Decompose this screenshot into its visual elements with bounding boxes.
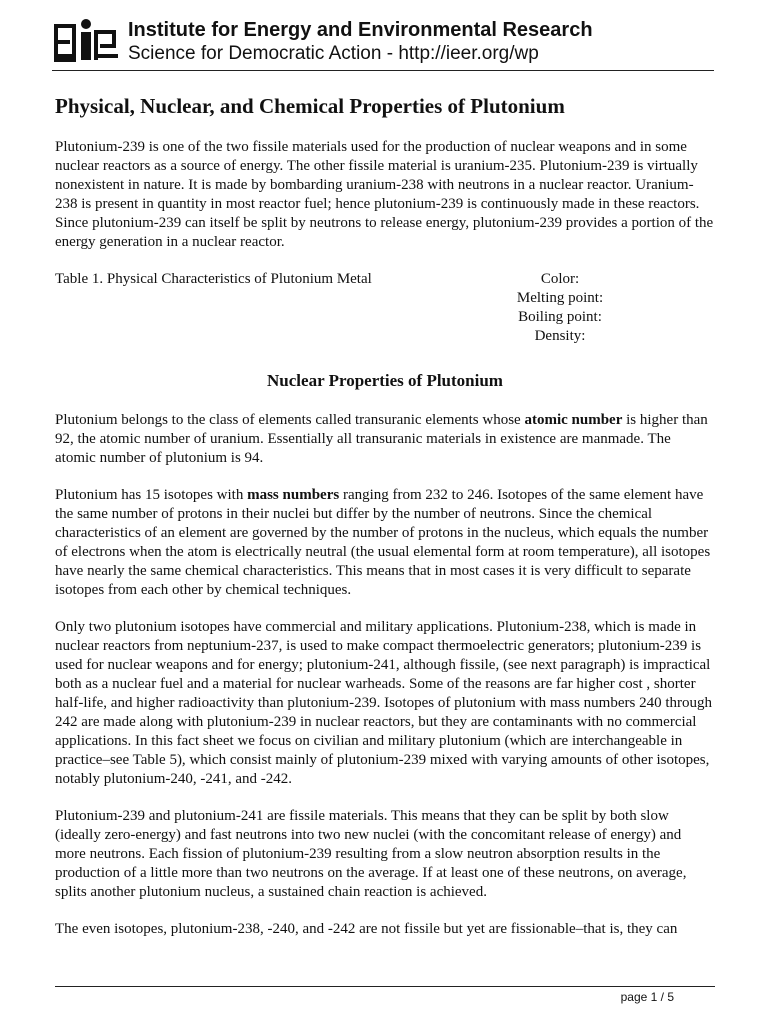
document-header <box>52 16 714 71</box>
table-1-fields <box>475 270 645 346</box>
paragraph-isotopes <box>55 486 715 600</box>
term-atomic-number: atomic number <box>524 412 623 428</box>
paragraph-text: Plutonium belongs to the class of elements called transuranic elements whose <box>55 412 525 428</box>
intro-paragraph: Plutonium-239 is one of the two fissile materials used for the production of nuclear weapons and in some nuclear reactors as a source of energy. The other fissile material is uranium-235. Plutonium-239 is virtually nonexistent in nature. It is made by bombarding uranium-238 with neutrons in a nuclear reactor. Uranium-238 is present in quantity in most reactor fuel; hence plutonium-239 is continuously made in these reactors. Since plutonium-239 can itself be split by neutrons to release energy, plutonium-239 provides a portion of the energy generation in a nuclear reactor. <box>55 139 714 250</box>
ieer-logo-icon <box>54 18 120 64</box>
paragraph-fissile-materials: Plutonium-239 and plutonium-241 are fissile materials. This means that they can be split by both slow (ideally zero-energy) and fast neutrons into two new nuclei (with the concomitant release of energy) and more neutrons. Each fission of plutonium-239 resulting from a slow neutron absorption results in the production of a little more than two neutrons on the average. If at least one of these neutrons, on average, splits another plutonium nucleus, a sustained chain reaction is achieved. <box>55 808 687 900</box>
page-number: page 1 / 5 <box>620 990 674 1004</box>
paragraph-even-isotopes: The even isotopes, plutonium-238, -240, and -242 are not fissile but yet are fissionable–that is, they can <box>55 921 678 937</box>
document-body <box>55 92 715 939</box>
section-heading-nuclear-properties: Nuclear Properties of Plutonium <box>267 371 503 390</box>
paragraph-text: is higher than 92, the atomic number of uranium. Essentially all transuranic materials in existence are manmade. The atomic number of plutonium is 94. <box>55 412 708 466</box>
organization-tagline: Science for Democratic Action - http://ieer.org/wp <box>128 43 539 64</box>
table-1-field-melting-point: Melting point: <box>516 290 604 306</box>
table-1-field-boiling-point: Boiling point: <box>518 309 602 325</box>
footer-divider <box>55 986 715 987</box>
organization-name: Institute for Energy and Environmental Research <box>128 19 593 41</box>
paragraph-text: Plutonium has 15 isotopes with <box>55 487 248 503</box>
paragraph-atomic-number <box>55 411 715 468</box>
page-title: Physical, Nuclear, and Chemical Properties of Plutonium <box>55 94 565 118</box>
paragraph-text: ranging from 232 to 246. Isotopes of the same element have the same number of protons in their nuclei but differ by the number of neutrons. Since the chemical characteristics of an element are governed by the number of protons in the nucleus, which equals the number of electrons when the atom is electrically neutral (the usual elemental form at room temperature), all isotopes have nearly the same chemical characteristics. This means that in most cases it is very difficult to separate isotopes from each other by chemical techniques. <box>55 487 711 598</box>
paragraph-applications: Only two plutonium isotopes have commercial and military applications. Plutonium-238, which is made in nuclear reactors from neptunium-237, is used to make compact thermoelectric generators; plutonium-239 is used for nuclear weapons and for energy; plutonium-241, although fissile, (see next paragraph) is impractical both as a nuclear fuel and a material for nuclear warheads. Some of the reasons are far higher cost , shorter half-life, and higher radioactivity than plutonium-239. Isotopes of plutonium with mass numbers 240 through 242 are made along with plutonium-239 in nuclear reactors, but they are contaminants with no commercial applications. In this fact sheet we focus on civilian and military plutonium (which are interchangeable in practice–see Table 5), which consist mainly of plutonium-239 mixed with varying amounts of other isotopes, notably plutonium-240, -241, and -242. <box>55 619 712 787</box>
table-1-field-color: Color: <box>540 271 580 287</box>
term-mass-numbers: mass numbers <box>247 487 340 503</box>
table-1-field-density: Density: <box>534 328 586 344</box>
table-1 <box>55 270 715 342</box>
table-1-caption: Table 1. Physical Characteristics of Plutonium Metal <box>55 271 372 287</box>
